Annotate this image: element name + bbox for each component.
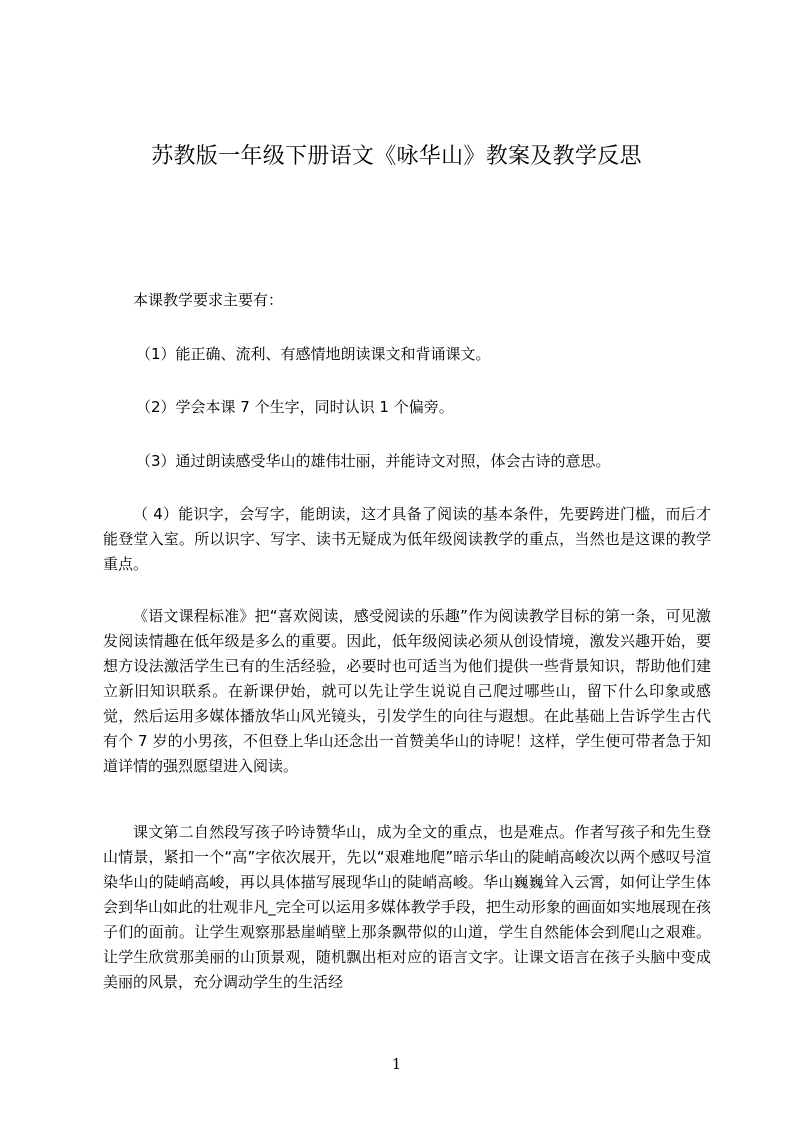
body-paragraph: 《语文课程标准》把“喜欢阅读，感受阅读的乐趣”作为阅读教学目标的第一条，可见激发阅读情趣在低年级是多么的重要。因此，低年级阅读必须从创设情境，激发兴趣开始，要想方设法激活学生已有的生活经验，必要时也可适当为他们提供一些背景知识，帮助他们建立新旧知识联系。在新课伊始，就可以先让学生说说自己爬过哪些山，留下什么印象或感觉，然后运用多媒体播放华山风光镜头，引发学生的向往与遐想。在此基础上告诉学生古代有个 7 岁的小男孩，不但登上华山还念出一首赞美华山的诗呢！这样，学生便可带者急于知道详情的强烈愿望进入阅读。 [103,607,711,775]
requirement-item-1: （1）能正确、流利、有感情地朗读课文和背诵课文。 [136,345,491,363]
requirement-item-4: （ 4）能识字，会写字，能朗读，这才具备了阅读的基本条件，先要跨进门槛，而后才能登堂入室。所以识字、写字、读书无疑成为低年级阅读教学的重点，当然也是这课的教学重点。 [103,505,711,573]
requirement-item-2: （2）学会本课 7 个生字，同时认识 1 个偏旁。 [136,398,454,416]
intro-paragraph: 本课教学要求主要有： [133,291,284,309]
body-paragraph: 课文第二自然段写孩子吟诗赞华山，成为全文的重点，也是难点。作者写孩子和先生登山情景，紧扣一个“高”字依次展开，先以“艰难地爬”暗示华山的陡峭高峻次以两个感叹号渲染华山的陡峭高峻，再以具体描写展现华山的陡峭高峻。华山巍巍耸入云霄，如何让学生体会到华山如此的壮观非凡_完全可以运用多媒体教学手段，把生动形象的画面如实地展现在孩子们的面前。让学生观察那悬崖峭壁上那条飘带似的山道，学生自然能体会到爬山之艰难。让学生欣赏那美丽的山顶景观，随机飘出柜对应的语言文字。让课文语言在孩子头脑中变成美丽的风景，充分调动学生的生活经 [103,823,711,991]
page-number: 1 [391,1055,402,1073]
requirement-item-3: （3）通过朗读感受华山的雄伟壮丽，并能诗文对照，体会古诗的意思。 [136,452,611,470]
document-title: 苏教版一年级下册语文《咏华山》教案及教学反思 [151,144,642,169]
